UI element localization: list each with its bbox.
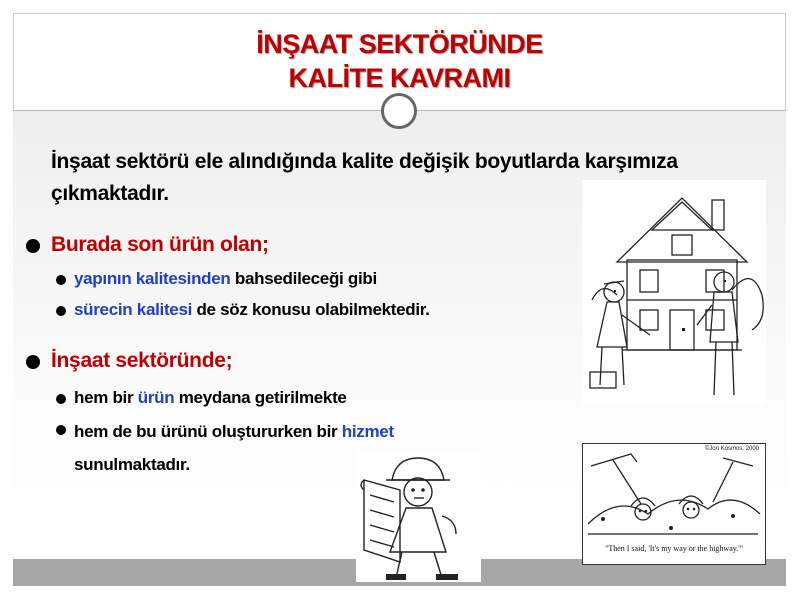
highlight-text: ürün — [137, 388, 175, 407]
item-text: hem bir — [74, 388, 138, 407]
highlight-text: sürecin kalitesi — [74, 300, 193, 319]
slide-title — [13, 27, 786, 95]
bullet-icon — [56, 425, 66, 435]
section-heading-1: Burada son ürün olan; — [51, 233, 269, 256]
bullet-icon — [56, 394, 66, 404]
bullet-icon — [26, 355, 40, 369]
list-item — [74, 300, 430, 320]
bullet-icon — [26, 239, 40, 253]
worker-blueprint-illustration — [356, 450, 481, 582]
house-illustration — [582, 180, 766, 406]
list-item-continuation: sunulmaktadır. — [74, 455, 190, 474]
item-text: meydana getirilmekte — [174, 388, 347, 407]
title-line-1: İNŞAAT SEKTÖRÜNDE — [256, 29, 543, 59]
item-text: de söz konusu olabilmektedir. — [192, 300, 430, 319]
cartoon-caption: "Then I said, 'It's my way or the highway.'" — [605, 544, 743, 553]
highway-cartoon — [582, 443, 766, 565]
highlight-text: hizmet — [341, 422, 394, 441]
list-item — [74, 422, 394, 442]
list-item — [74, 388, 347, 408]
item-text: bahsedileceği gibi — [230, 269, 377, 288]
intro-text: İnşaat sektörü ele alındığında kalite değişik boyutlarda karşımıza çıkmaktadır. — [51, 150, 678, 205]
bullet-icon — [56, 306, 66, 316]
cartoon-signature: ©Jon Kosmos, 2000 — [704, 446, 759, 452]
title-line-2: KALİTE KAVRAMI — [288, 63, 511, 93]
ring-ornament-icon — [381, 93, 417, 129]
section-heading-2: İnşaat sektöründe; — [51, 349, 233, 372]
list-item — [74, 269, 377, 289]
highlight-text: yapının kalitesinden — [74, 269, 231, 288]
item-text: hem de bu ürünü oluştururken bir — [74, 422, 342, 441]
bullet-icon — [56, 275, 66, 285]
